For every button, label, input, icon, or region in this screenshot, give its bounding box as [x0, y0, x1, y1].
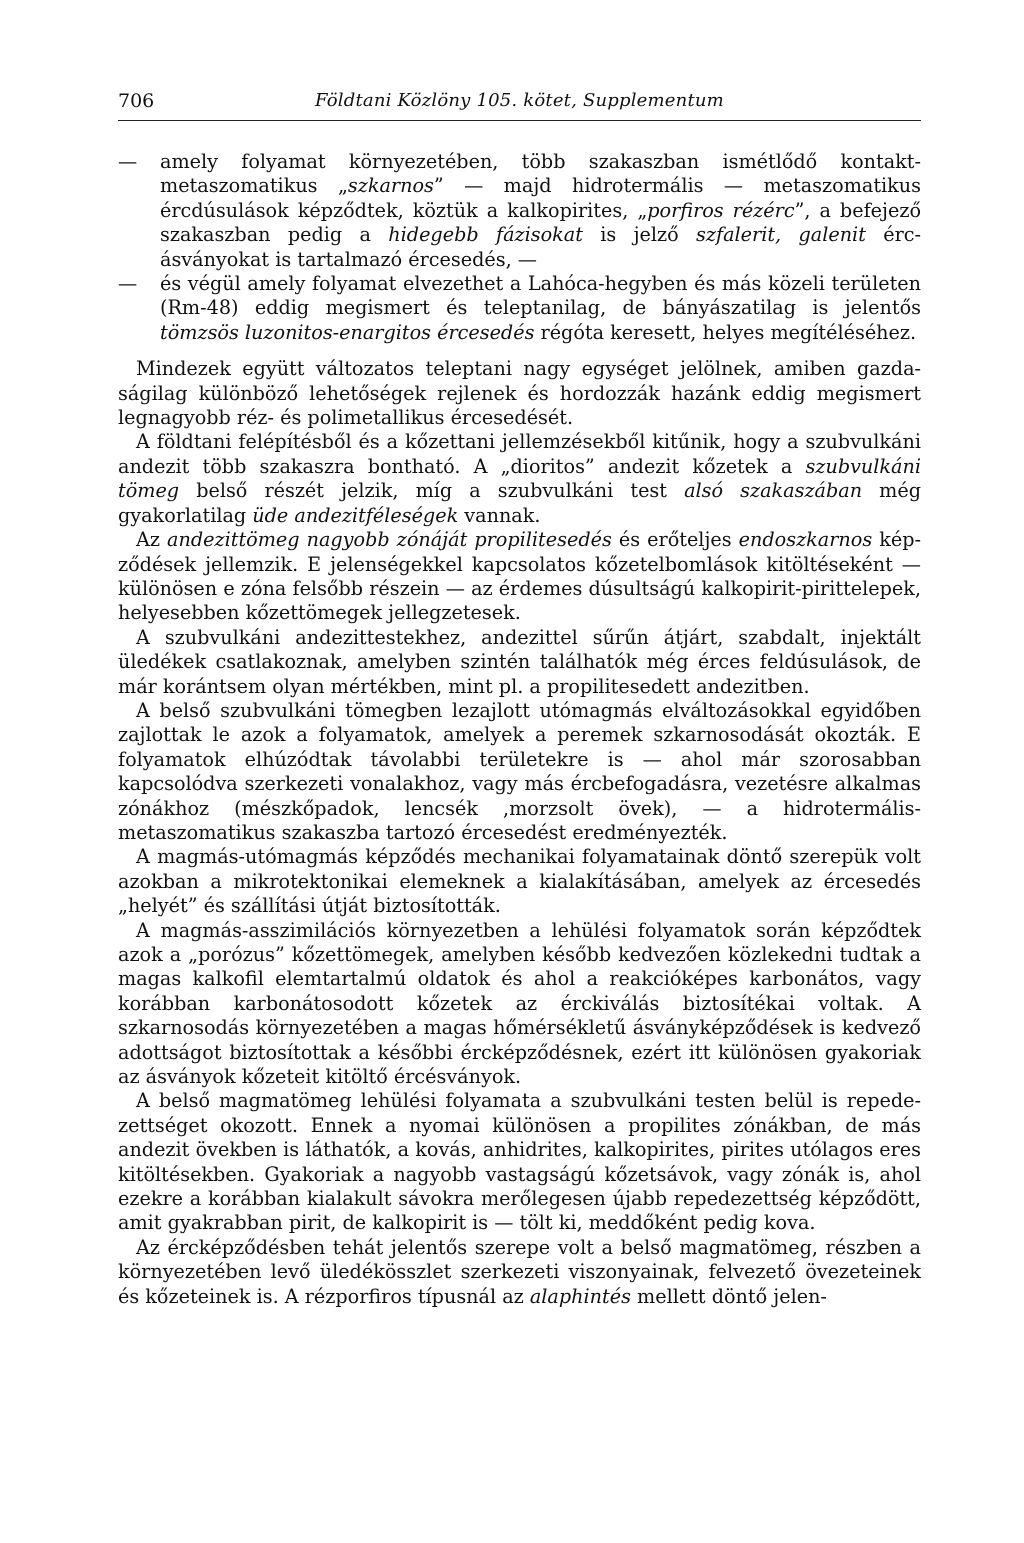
bullet-dash: — — [118, 272, 138, 296]
text-run: régóta keresett, helyes megítéléséhez. — [534, 320, 917, 344]
italic-run: üde andezitféleségek — [252, 503, 459, 527]
paragraph — [118, 357, 921, 430]
italic-run: hidegebb fázisokat — [388, 223, 583, 247]
bullet-text — [160, 272, 921, 344]
text-run: Mindezek együtt változatos teleptani nagy egységet jelölnek, amiben gazdaságilag különböző lehetőségek rejlenek és hordozzák hazánk eddig megismert legnagyobb réz- és polimetallikus ércesedését. — [118, 357, 921, 430]
text-run: még gyakorlatilag — [118, 479, 921, 527]
italic-run: porfiros rézérc — [647, 198, 795, 222]
text-run: belső részét jelzik, míg a szubvulkáni test — [179, 479, 685, 503]
italic-run: szfalerit, galenit — [696, 223, 866, 247]
paragraph — [118, 699, 921, 845]
italic-run: szubvulkáni tömeg — [118, 454, 921, 503]
paragraph — [118, 1236, 921, 1309]
italic-run: endoszkarnos — [738, 528, 873, 552]
paragraph — [118, 528, 921, 626]
text-run: ” — majd hidrotermális — metaszomatikus ércdúsulások képződtek, köztük a kalkopirites, „ — [160, 174, 922, 222]
text-run: is jelző — [582, 223, 697, 247]
paragraph — [118, 919, 921, 1090]
paragraph — [118, 626, 921, 699]
text-run: és végül amely folyamat elvezethet a Lahóca-hegyben és más közeli területen (Rm-48) eddig megismert és teleptanilag, de bányászatilag is jelentős — [160, 272, 921, 320]
bullet-item — [118, 150, 921, 272]
paragraph — [118, 845, 921, 918]
running-title: Földtani Közlöny 105. kötet, Supplementum — [315, 90, 724, 111]
italic-run: szkarnos — [347, 174, 434, 198]
text-run: A földtani felépítésből és a kőzettani jellemzésekből kitűnik, hogy a szubvulkáni andezit több szakaszra bontható. A „dioritos” andezit kőzetek a — [118, 430, 921, 478]
text-run: Az — [136, 528, 168, 552]
bullet-text — [160, 150, 921, 271]
text-run: képződések jellemzik. E jelenségekkel kapcsolatos kőzetelbomlások kitöltéseként — különösen e zóna felsőbb részein — az érdemes dúsultságú kalkopirit-pirittelepek, helyesebben kőzettömegek jellegzetesek. — [118, 528, 921, 625]
text-run: A magmás-asszimilációs környezetben a lehülési folyamatok során képződtek azok a „porózus” kőzettömegek, amelyben később kedvezően közlekedni tudtak a magas kalkofil elemtartalmú oldatok és ahol a reakcióképes karbonátos, vagy korábban karbonátosodott kőzetek az érckiválás biztosítékai voltak. A szkarnosodás környezetében a magas hőmérsékletű ásványképződések is kedvező adottságot biztosítottak a későbbi ércképződésnek, ezért itt különösen gyakoriak az ásványok kőzeteit kitöltő ércésványok. — [118, 918, 921, 1089]
page-number: 706 — [118, 90, 155, 112]
text-run: és erőteljes — [611, 528, 739, 552]
body-text — [118, 150, 921, 1309]
paragraph — [118, 430, 921, 528]
italic-run: alsó szakaszában — [684, 479, 863, 503]
text-run: vannak. — [458, 503, 541, 527]
bullet-item — [118, 272, 921, 345]
bullet-dash: — — [118, 150, 138, 173]
italic-run: andezittömeg nagyobb zónáját propilitesedés — [167, 528, 612, 552]
text-run: mellett döntő jelen- — [630, 1284, 827, 1308]
text-run: Az ércképződésben tehát jelentős szerepe volt a belső magmatömeg, részben a környezetében levő üledékösszlet szerkezeti viszonyainak, felvezető övezeteinek és kőzeteinek is. A rézporfiros típusnál az — [118, 1235, 921, 1308]
italic-run: tömzsös luzonitos-enargitos ércesedés — [160, 320, 535, 344]
paragraph — [118, 1089, 921, 1235]
text-run: amely folyamat környezetében, több szakaszban ismétlődő kontaktmetaszomatikus „ — [160, 150, 921, 198]
italic-run: alaphintés — [529, 1284, 631, 1308]
text-run: A magmás-utómagmás képződés mechanikai folyamatainak döntő szerepük volt azokban a mikrotektonikai elemeknek a kialakításában, amelyek az ércesedés „helyét” és szállítási útját biztosították. — [118, 845, 921, 918]
page-header — [118, 90, 921, 121]
text-run: ércásványokat is tartalmazó ércesedés, — — [160, 223, 922, 271]
text-run: A belső szubvulkáni tömegben lezajlott utómagmás elváltozásokkal egyidőben zajlottak le azok a folyamatok, amelyek a peremek szkarnosodását okozták. E folyamatok elhúzódtak távolabbi területekre is — ahol már szorosabban kapcsolódva szerkezeti vonalakhoz, vagy más ércbefogadásra, vezetésre alkalmas zónákhoz (mészkőpadok, lencsék ,morzsolt övek), — a hidrotermális-metaszomatikus szakaszba tartozó ércesedést eredményezték. — [118, 698, 921, 844]
text-run: A belső magmatömeg lehülési folyamata a szubvulkáni testen belül is repedezettséget okozott. Ennek a nyomai különösen a propilites zónákban, de más andezit övekben is láthatók, a kovás, anhidrites, kalkopirites, pirites utólagos eres kitöltésekben. Gyakoriak a nagyobb vastagságú kőzetsávok, vagy zónák is, ahol ezekre a korábban kialakult sávokra merőlegesen újabb repedezettség képződött, amit gyakrabban pirit, de kalkopirit is — tölt ki, meddőként pedig kova. — [118, 1089, 921, 1235]
text-run: ”, a befejező szakaszban pedig a — [160, 198, 921, 247]
text-run: A szubvulkáni andezittestekhez, andezittel sűrűn átjárt, szabdalt, injektált üledékek csatlakoznak, amelyben szintén találhatók még érces feldúsulások, de már korántsem olyan mértékben, mint pl. a propilitesedett andezitben. — [118, 625, 921, 698]
